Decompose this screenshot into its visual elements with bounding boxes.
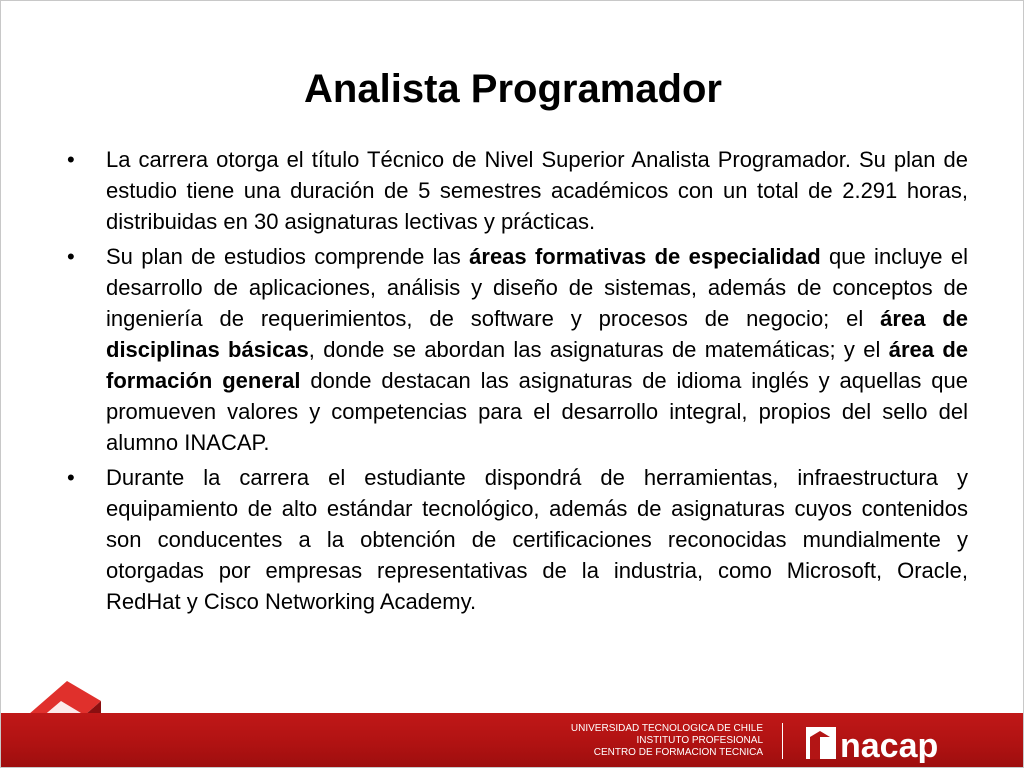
bullet-highlight: áreas formativas de especialidad [469,244,821,269]
bullet-item [65,462,968,617]
bullet-item [65,144,968,237]
bullet-icon: • [67,147,75,172]
footer-divider [782,723,783,759]
bullet-text: que incluye el desarrollo de aplicaciones, análisis y diseño de sistemas, además de conceptos de ingeniería de requerimientos, de software y procesos de negocio; el [106,244,968,331]
slide-title: Analista Programador [304,67,722,111]
institution-line: INSTITUTO PROFESIONAL [636,735,763,746]
bullet-text: La carrera otorga el título Técnico de Nivel Superior Analista Programador. Su plan de estudio tiene una duración de 5 semestres académicos con un total de 2.291 horas, distribuidas en 30 asignaturas lectivas y prácticas. [106,147,968,234]
bullet-highlight: área de disciplinas básicas [106,306,968,362]
bullet-icon: • [67,465,75,490]
inacap-logo [806,723,976,763]
bullet-text: , donde se abordan las asignaturas de matemáticas; y el [308,337,889,362]
bullet-highlight: área de formación general [106,337,968,393]
institution-text [561,723,763,759]
bullet-item [65,241,968,458]
bullet-text: Su plan de estudios comprende las [106,244,470,269]
bullet-icon: • [67,244,75,269]
institution-line: UNIVERSIDAD TECNOLOGICA DE CHILE [570,723,763,734]
logo-text: nacap [840,727,939,763]
bullet-text: donde destacan las asignaturas de idioma inglés y aquellas que promueven valores y competencias para el desarrollo integral, propios del sello del alumno INACAP. [106,368,968,455]
bullet-list [65,144,968,621]
bullet-text: Durante la carrera el estudiante dispondrá de herramientas, infraestructura y equipamiento de alto estándar tecnológico, además de asignaturas cuyos contenidos son conducentes a la obtención de certificaciones reconocidas mundialmente y otorgadas por empresas representativas de la industria, como Microsoft, Oracle, RedHat y Cisco Networking Academy. [106,465,968,614]
institution-line: CENTRO DE FORMACION TECNICA [593,747,763,758]
